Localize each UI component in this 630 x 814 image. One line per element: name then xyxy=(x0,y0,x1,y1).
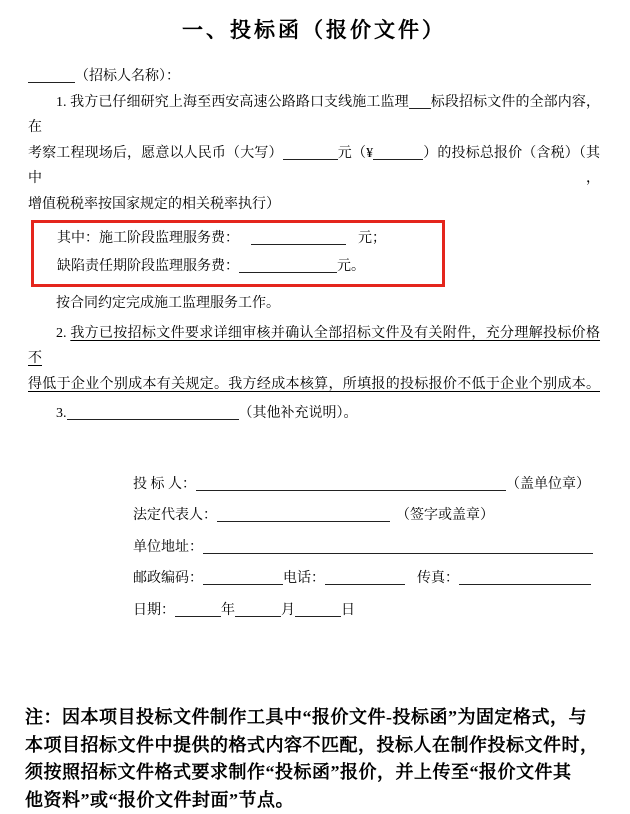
signature-contact-row xyxy=(133,563,600,595)
fax-blank xyxy=(459,571,591,585)
amount-words-blank xyxy=(283,146,338,160)
p1-text-e: ）的投标总报价（含税）（其中， xyxy=(28,146,600,187)
signature-legal-rep-row xyxy=(133,500,600,532)
footer-note-line-4: 他资料”或“报价文件封面”节点。 xyxy=(25,787,600,814)
signature-bidder-row xyxy=(133,469,600,501)
date-label: 日期： xyxy=(133,603,175,618)
bidder-name-blank xyxy=(196,477,506,491)
paragraph-2-line-1 xyxy=(28,321,600,372)
paragraph-1-line-3 xyxy=(28,192,600,218)
month-label: 月 xyxy=(281,603,295,618)
p3-number: 3. xyxy=(56,406,67,421)
paragraph-bid-price xyxy=(28,90,600,218)
paragraph-3 xyxy=(28,401,600,427)
p1-text-f: 增值税税率按国家规定的相关税率执行） xyxy=(28,197,280,212)
p1-text-c: 考察工程现场后，愿意以人民币（大写） xyxy=(28,146,283,161)
year-label: 年 xyxy=(221,603,235,618)
phone-label: 电话： xyxy=(283,571,325,586)
legal-rep-seal-note: （签字或盖章） xyxy=(396,508,494,523)
day-label: 日 xyxy=(341,603,355,618)
construction-fee-blank xyxy=(251,231,346,245)
legal-rep-label: 法定代表人： xyxy=(133,508,217,523)
address-label: 单位地址： xyxy=(133,540,203,555)
address-blank xyxy=(203,540,593,554)
supplementary-note-blank xyxy=(67,406,239,420)
paragraph-contract: 按合同约定完成施工监理服务工作。 xyxy=(28,291,600,317)
paragraph-1-line-1 xyxy=(28,90,600,141)
p2-underlined-b: 得低于企业个别成本有关规定。我方经成本核算，所填报的投标报价不低于企业个别成本。 xyxy=(28,377,600,392)
month-blank xyxy=(235,603,281,617)
document-title: 一、投标函（报价文件） xyxy=(28,14,600,46)
day-blank xyxy=(295,603,341,617)
p3-suffix: （其他补充说明）。 xyxy=(239,406,358,421)
paragraph-1-line-2 xyxy=(28,141,600,192)
defect-period-fee-label: 缺陷责任期阶段监理服务费： xyxy=(57,259,239,274)
year-blank xyxy=(175,603,221,617)
legal-rep-blank xyxy=(217,508,390,522)
defect-period-fee-unit: 元。 xyxy=(337,259,365,274)
postcode-blank xyxy=(203,571,283,585)
paragraph-2-line-2 xyxy=(28,372,600,398)
section-number-blank xyxy=(409,95,431,109)
p2-number: 2. xyxy=(56,326,70,341)
p1-text-d: 元（¥ xyxy=(338,146,373,161)
construction-fee-line xyxy=(57,225,442,253)
p1-text-a: 1. 我方已仔细研究上海至西安高速公路路口支线施工监理 xyxy=(56,95,409,110)
defect-period-fee-blank xyxy=(239,259,337,273)
defect-period-fee-line xyxy=(57,253,442,281)
signature-date-row xyxy=(133,595,600,627)
p1-text-b: 标段招标文件的全部内容，在 xyxy=(28,95,600,136)
amount-figures-blank xyxy=(373,146,423,160)
bidder-label: 投 标 人： xyxy=(133,477,196,492)
tenderer-name-blank xyxy=(28,69,75,83)
signature-address-row xyxy=(133,532,600,564)
signature-block xyxy=(28,469,600,627)
paragraph-2 xyxy=(28,321,600,398)
p2-underlined-a: 我方已按招标文件要求详细审核并确认全部招标文件及有关附件，充分理解投标价格不 xyxy=(28,326,600,367)
footer-note-line-1: 注：因本项目投标文件制作工具中“报价文件-投标函”为固定格式，与 xyxy=(25,704,600,732)
construction-fee-label: 其中：施工阶段监理服务费： xyxy=(57,231,239,246)
bidder-seal-note: （盖单位章） xyxy=(506,477,590,492)
fax-label: 传真： xyxy=(417,571,459,586)
fee-highlight-box xyxy=(31,220,445,287)
construction-fee-unit: 元； xyxy=(358,231,386,246)
footer-note xyxy=(25,704,600,814)
footer-note-line-2: 本项目招标文件中提供的格式内容不匹配，投标人在制作投标文件时， xyxy=(25,732,600,760)
postcode-label: 邮政编码： xyxy=(133,571,203,586)
footer-note-line-3: 须按照招标文件格式要求制作“投标函”报价，并上传至“报价文件其 xyxy=(25,759,600,787)
phone-blank xyxy=(325,571,405,585)
addressee-line xyxy=(28,64,600,90)
addressee-label: （招标人名称）： xyxy=(75,69,180,84)
